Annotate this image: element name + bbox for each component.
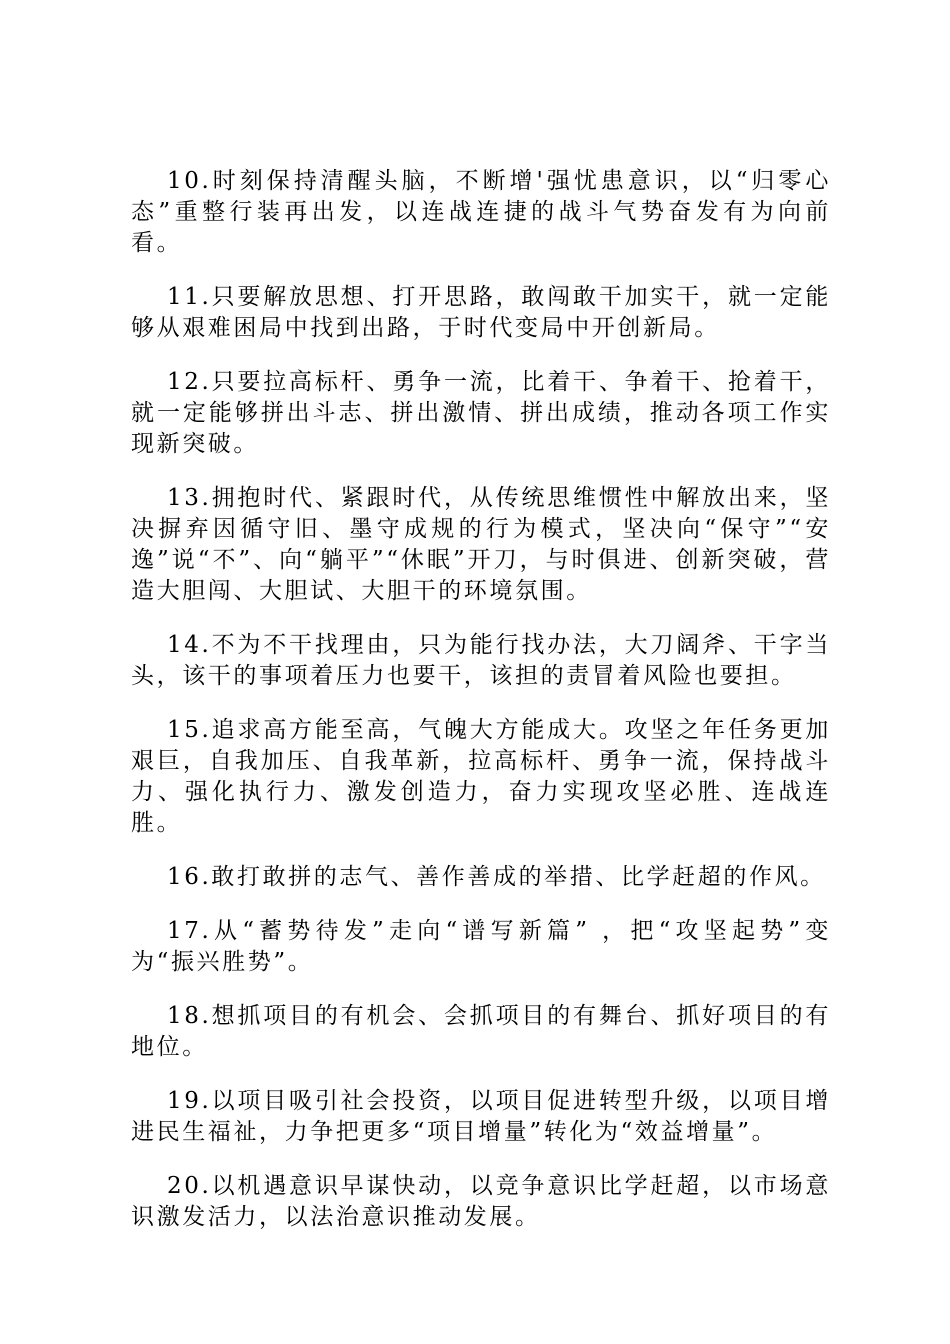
paragraph-13: 13.拥抱时代、紧跟时代，从传统思维惯性中解放出来，坚决摒弃因循守旧、墨守成规的行为模式，坚决向“保守”“安逸”说“不”、向“躺平”“休眠”开刀，与时俱进、创新突破，营造大胆闯、大胆试、大胆干的环境氛围。 [131,485,831,604]
paragraph-14: 14.不为不干找理由，只为能行找办法，大刀阔斧、干字当头，该干的事项着压力也要干，该担的责冒着风险也要担。 [131,632,831,689]
paragraph-17: 17.从“蓄势待发”走向“谱写新篇” ，把“攻坚起势”变为“振兴胜势”。 [131,918,831,975]
paragraph-19: 19.以项目吸引社会投资，以项目促进转型升级，以项目增进民生福祉，力争把更多“项目增量”转化为“效益增量”。 [131,1088,831,1145]
paragraph-11: 11.只要解放思想、打开思路，敢闯敢干加实干，就一定能够从艰难困局中找到出路，于时代变局中开创新局。 [131,284,831,341]
paragraph-12: 12.只要拉高标杆、勇争一流，比着干、争着干、抢着干，就一定能够拼出斗志、拼出激情、拼出成绩，推动各项工作实现新突破。 [131,369,831,457]
paragraph-15: 15.追求高方能至高，气魄大方能成大。攻坚之年任务更加艰巨，自我加压、自我革新，拉高标杆、勇争一流，保持战斗力、强化执行力、激发创造力，奋力实现攻坚必胜、连战连胜。 [131,717,831,836]
document-body [131,166,831,1256]
paragraph-16: 16.敢打敢拼的志气、善作善成的举措、比学赶超的作风。 [167,864,826,890]
paragraph-10: 10.时刻保持清醒头脑，不断增'强忧患意识，以“归零心态”重整行装再出发，以连战连捷的战斗气势奋发有为向前看。 [131,168,831,256]
paragraph-20: 20.以机遇意识早谋快动，以竞争意识比学赶超，以市场意识激发活力，以法治意识推动发展。 [131,1173,831,1230]
paragraph-18: 18.想抓项目的有机会、会抓项目的有舞台、抓好项目的有地位。 [131,1003,831,1060]
